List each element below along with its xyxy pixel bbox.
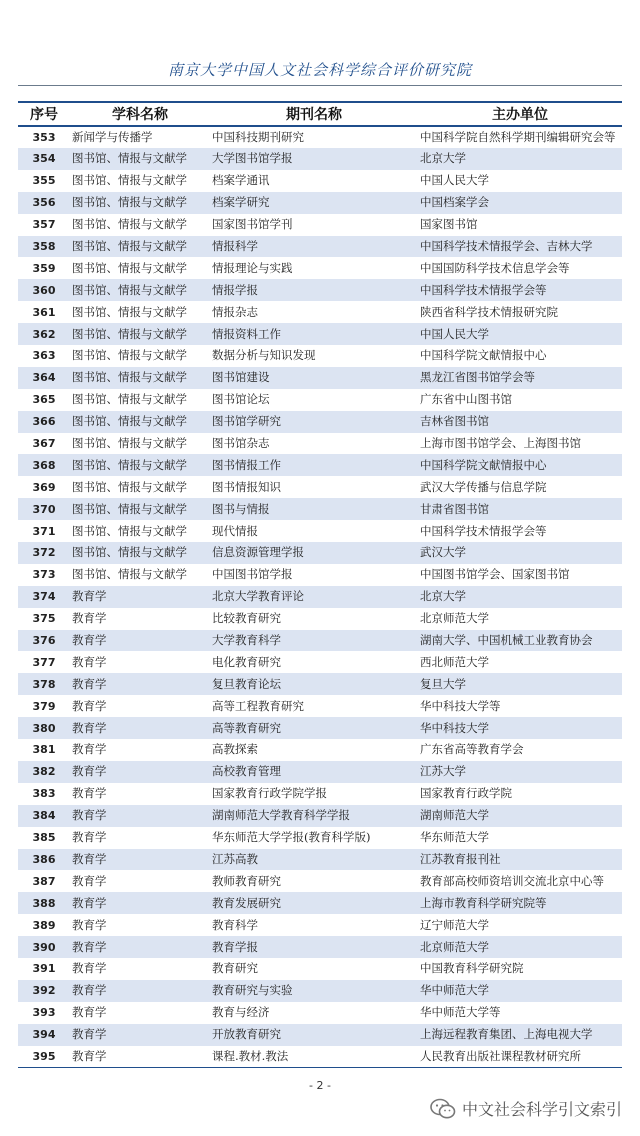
table-row [18,673,622,695]
row-index: 382 [18,761,70,783]
row-index: 394 [18,1024,70,1046]
table-row [18,389,622,411]
discipline-name: 教育学 [70,673,210,695]
row-index: 366 [18,411,70,433]
row-index: 373 [32,568,56,582]
row-index: 387 [32,874,56,888]
sponsor-unit: 中国国防科学技术信息学会等 [420,260,570,275]
discipline-name: 教育学 [70,936,210,958]
discipline-name: 新闻学与传播学 [72,130,153,144]
row-index: 389 [32,918,56,932]
sponsor-unit: 华东师范大学 [420,830,489,845]
table-body [18,126,622,1067]
row-index: 363 [32,349,56,363]
header-divider [18,85,622,86]
discipline-name: 图书馆、情报与文献学 [70,367,210,389]
journal-name: 情报学报 [210,279,418,301]
table-row [18,257,622,279]
table-row [18,630,622,652]
table-row [18,1002,622,1024]
watermark [430,1097,622,1120]
table-row [18,761,622,783]
journal-name: 高校教育管理 [210,761,418,783]
sponsor-unit: 广东省高等教育学会 [420,742,524,757]
sponsor-unit: 北京师范大学 [420,611,489,626]
discipline-name: 教育学 [72,1005,107,1020]
row-index: 364 [18,367,70,389]
table-row [18,454,622,476]
table-row [18,236,622,258]
sponsor-unit: 中国科学技术情报学会、吉林大学 [418,236,622,258]
journal-name: 图书馆建设 [210,367,418,389]
table-row [18,170,622,192]
discipline-name: 教育学 [70,892,210,914]
sponsor-unit: 北京师范大学 [418,936,622,958]
discipline-name: 教育学 [70,1046,210,1068]
table-row [18,608,622,630]
table-row [18,433,622,455]
discipline-name: 图书馆、情报与文献学 [72,304,187,319]
sponsor-unit: 中国人民大学 [418,323,622,345]
row-index: 388 [18,892,70,914]
journal-name: 开放教育研究 [210,1024,418,1046]
row-index: 379 [32,699,56,713]
table-row [18,411,622,433]
sponsor-unit: 陕西省科学技术情报研究院 [420,304,558,319]
journal-name: 中国图书馆学报 [212,567,293,582]
sponsor-unit: 华中师范大学等 [420,1005,501,1020]
discipline-name: 图书馆、情报与文献学 [72,567,187,582]
table-row [18,323,622,345]
discipline-name: 教育学 [72,611,107,626]
column-header-index: 序号 [18,102,70,126]
row-index: 392 [18,980,70,1002]
table-row [18,936,622,958]
discipline-name: 图书馆、情报与文献学 [70,236,210,258]
journal-name: 国家教育行政学院学报 [212,786,327,801]
sponsor-unit: 中国科学技术情报学会等 [420,523,547,538]
sponsor-unit: 中国科学院文献情报中心 [420,348,547,363]
journal-name: 高等工程教育研究 [212,698,304,713]
table-row [18,914,622,936]
sponsor-unit: 北京大学 [418,586,622,608]
row-index: 390 [18,936,70,958]
discipline-name: 教育学 [70,761,210,783]
sponsor-unit: 上海远程教育集团、上海电视大学 [418,1024,622,1046]
table-row [18,520,622,542]
journal-name: 中国科技期刊研究 [212,130,304,144]
row-index: 353 [32,131,56,144]
sponsor-unit: 西北师范大学 [420,654,489,669]
sponsor-unit: 江苏大学 [418,761,622,783]
row-index: 360 [18,279,70,301]
journal-name: 现代情报 [212,523,258,538]
page-number: - 2 - [309,1079,331,1092]
sponsor-unit: 上海市教育科学研究院等 [418,892,622,914]
discipline-name: 教育学 [70,805,210,827]
column-header-sponsor: 主办单位 [418,102,622,126]
discipline-name: 教育学 [72,873,107,888]
journal-name: 图书情报工作 [210,454,418,476]
discipline-name: 教育学 [72,961,107,976]
table-row [18,651,622,673]
sponsor-unit: 中国科学院自然科学期刊编辑研究会等 [420,130,616,144]
table-row [18,279,622,301]
table-row [18,564,622,586]
journal-name: 大学图书馆学报 [210,148,418,170]
row-index: 357 [32,218,56,232]
discipline-name: 教育学 [72,654,107,669]
journal-name: 高教探索 [212,742,258,757]
journal-name: 教育科学 [212,917,258,932]
table-row [18,783,622,805]
row-index: 377 [32,655,56,669]
row-index: 362 [18,323,70,345]
journal-table [18,101,622,1068]
table-row [18,805,622,827]
row-index: 376 [18,630,70,652]
journal-name: 档案学通讯 [212,173,270,188]
table-row [18,1046,622,1068]
table-row [18,958,622,980]
sponsor-unit: 湖南师范大学 [418,805,622,827]
row-index: 356 [18,192,70,214]
discipline-name: 图书馆、情报与文献学 [70,454,210,476]
sponsor-unit: 中国档案学会 [418,192,622,214]
table-row [18,739,622,761]
journal-name: 图书馆杂志 [212,436,270,451]
sponsor-unit: 华中师范大学 [418,980,622,1002]
row-index: 378 [18,673,70,695]
journal-name: 大学教育科学 [210,630,418,652]
journal-name: 教育与经济 [212,1005,270,1020]
wechat-icon [430,1098,456,1120]
journal-name: 情报资料工作 [210,323,418,345]
discipline-name: 图书馆、情报与文献学 [70,323,210,345]
table-row [18,126,622,148]
watermark-text: 中文社会科学引文索引 [461,1100,622,1119]
row-index: 367 [32,437,56,451]
discipline-name: 图书馆、情报与文献学 [70,411,210,433]
table-row [18,367,622,389]
discipline-name: 图书馆、情报与文献学 [70,498,210,520]
row-index: 385 [32,831,56,845]
discipline-name: 图书馆、情报与文献学 [72,260,187,275]
page-header [18,58,622,84]
table-row [18,827,622,849]
journal-name: 江苏高教 [210,849,418,871]
row-index: 371 [32,524,56,538]
sponsor-unit: 湖南大学、中国机械工业教育协会 [418,630,622,652]
column-header-discipline: 学科名称 [70,102,210,126]
row-index: 369 [32,480,56,494]
journal-name: 湖南师范大学教育科学学报 [210,805,418,827]
discipline-name: 教育学 [70,630,210,652]
sponsor-unit: 人民教育出版社课程教材研究所 [418,1046,622,1068]
column-header-journal: 期刊名称 [210,102,418,126]
journal-name: 信息资源管理学报 [210,542,418,564]
row-index: 380 [18,717,70,739]
discipline-name: 图书馆、情报与文献学 [72,523,187,538]
sponsor-unit: 中国科学院文献情报中心 [418,454,622,476]
sponsor-unit: 武汉大学传播与信息学院 [420,479,547,494]
journal-name: 教师教育研究 [212,873,281,888]
journal-name: 电化教育研究 [212,654,281,669]
journal-name: 课程.教材.教法 [210,1046,418,1068]
sponsor-unit: 中国科学技术情报学会等 [418,279,622,301]
discipline-name: 图书馆、情报与文献学 [72,173,187,188]
journal-name: 教育研究与实验 [210,980,418,1002]
discipline-name: 图书馆、情报与文献学 [72,348,187,363]
journal-name: 比较教育研究 [212,611,281,626]
table-row [18,542,622,564]
row-index: 386 [18,849,70,871]
row-index: 355 [32,174,56,188]
discipline-name: 图书馆、情报与文献学 [70,279,210,301]
discipline-name: 教育学 [72,917,107,932]
row-index: 393 [32,1006,56,1020]
sponsor-unit: 中国图书馆学会、国家图书馆 [420,567,570,582]
discipline-name: 图书馆、情报与文献学 [72,436,187,451]
row-index: 358 [18,236,70,258]
journal-name: 情报理论与实践 [212,260,293,275]
table-row [18,586,622,608]
row-index: 395 [18,1046,70,1068]
table-header-row [18,102,622,126]
row-index: 359 [32,261,56,275]
row-index: 368 [18,454,70,476]
discipline-name: 教育学 [72,698,107,713]
page-title: 南京大学中国人文社会科学综合评价研究院 [167,61,472,79]
row-index: 354 [18,148,70,170]
table-row [18,476,622,498]
table-row [18,301,622,323]
table-row [18,214,622,236]
row-index: 372 [18,542,70,564]
discipline-name: 教育学 [72,830,107,845]
journal-name: 北京大学教育评论 [210,586,418,608]
discipline-name: 教育学 [72,786,107,801]
row-index: 365 [32,393,56,407]
row-index: 374 [18,586,70,608]
sponsor-unit: 中国人民大学 [420,173,489,188]
journal-name: 教育发展研究 [210,892,418,914]
discipline-name: 教育学 [72,742,107,757]
table-row [18,345,622,367]
sponsor-unit: 上海市图书馆学会、上海图书馆 [420,436,581,451]
table-row [18,192,622,214]
journal-name: 国家图书馆学刊 [212,217,293,232]
table-row [18,498,622,520]
discipline-name: 教育学 [70,1024,210,1046]
sponsor-unit: 黑龙江省图书馆学会等 [418,367,622,389]
sponsor-unit: 国家教育行政学院 [420,786,512,801]
discipline-name: 图书馆、情报与文献学 [70,148,210,170]
row-index: 391 [32,962,56,976]
row-index: 375 [32,612,56,626]
discipline-name: 图书馆、情报与文献学 [70,542,210,564]
sponsor-unit: 辽宁师范大学 [420,917,489,932]
sponsor-unit: 国家图书馆 [420,217,478,232]
table-row [18,717,622,739]
sponsor-unit: 华中科技大学等 [420,698,501,713]
journal-name: 教育研究 [212,961,258,976]
row-index: 381 [32,743,56,757]
discipline-name: 图书馆、情报与文献学 [70,192,210,214]
row-index: 383 [32,787,56,801]
table-row [18,695,622,717]
journal-name: 高等教育研究 [210,717,418,739]
journal-name: 档案学研究 [210,192,418,214]
sponsor-unit: 中国教育科学研究院 [420,961,524,976]
sponsor-unit: 复旦大学 [418,673,622,695]
journal-name: 情报科学 [210,236,418,258]
row-index: 384 [18,805,70,827]
journal-name: 情报杂志 [212,304,258,319]
discipline-name: 教育学 [70,717,210,739]
discipline-name: 教育学 [70,980,210,1002]
journal-name: 图书馆论坛 [212,392,270,407]
table-row [18,980,622,1002]
journal-table-container [18,101,622,1068]
journal-name: 图书馆学研究 [210,411,418,433]
row-index: 370 [18,498,70,520]
journal-name: 华东师范大学学报(教育科学版) [212,830,371,845]
sponsor-unit: 江苏教育报刊社 [418,849,622,871]
sponsor-unit: 华中科技大学 [418,717,622,739]
sponsor-unit: 广东省中山图书馆 [420,392,512,407]
journal-name: 图书与情报 [210,498,418,520]
discipline-name: 教育学 [70,586,210,608]
discipline-name: 教育学 [70,849,210,871]
discipline-name: 图书馆、情报与文献学 [72,392,187,407]
table-row [18,892,622,914]
table-row [18,148,622,170]
journal-name: 教育学报 [210,936,418,958]
table-row [18,870,622,892]
journal-name: 复旦教育论坛 [210,673,418,695]
table-row [18,849,622,871]
journal-name: 数据分析与知识发现 [212,348,316,363]
journal-name: 图书情报知识 [212,479,281,494]
sponsor-unit: 北京大学 [418,148,622,170]
row-index: 361 [32,305,56,319]
discipline-name: 图书馆、情报与文献学 [72,479,187,494]
sponsor-unit: 吉林省图书馆 [418,411,622,433]
sponsor-unit: 甘肃省图书馆 [418,498,622,520]
discipline-name: 图书馆、情报与文献学 [72,217,187,232]
sponsor-unit: 教育部高校师资培训交流北京中心等 [420,873,604,888]
table-row [18,1024,622,1046]
sponsor-unit: 武汉大学 [418,542,622,564]
